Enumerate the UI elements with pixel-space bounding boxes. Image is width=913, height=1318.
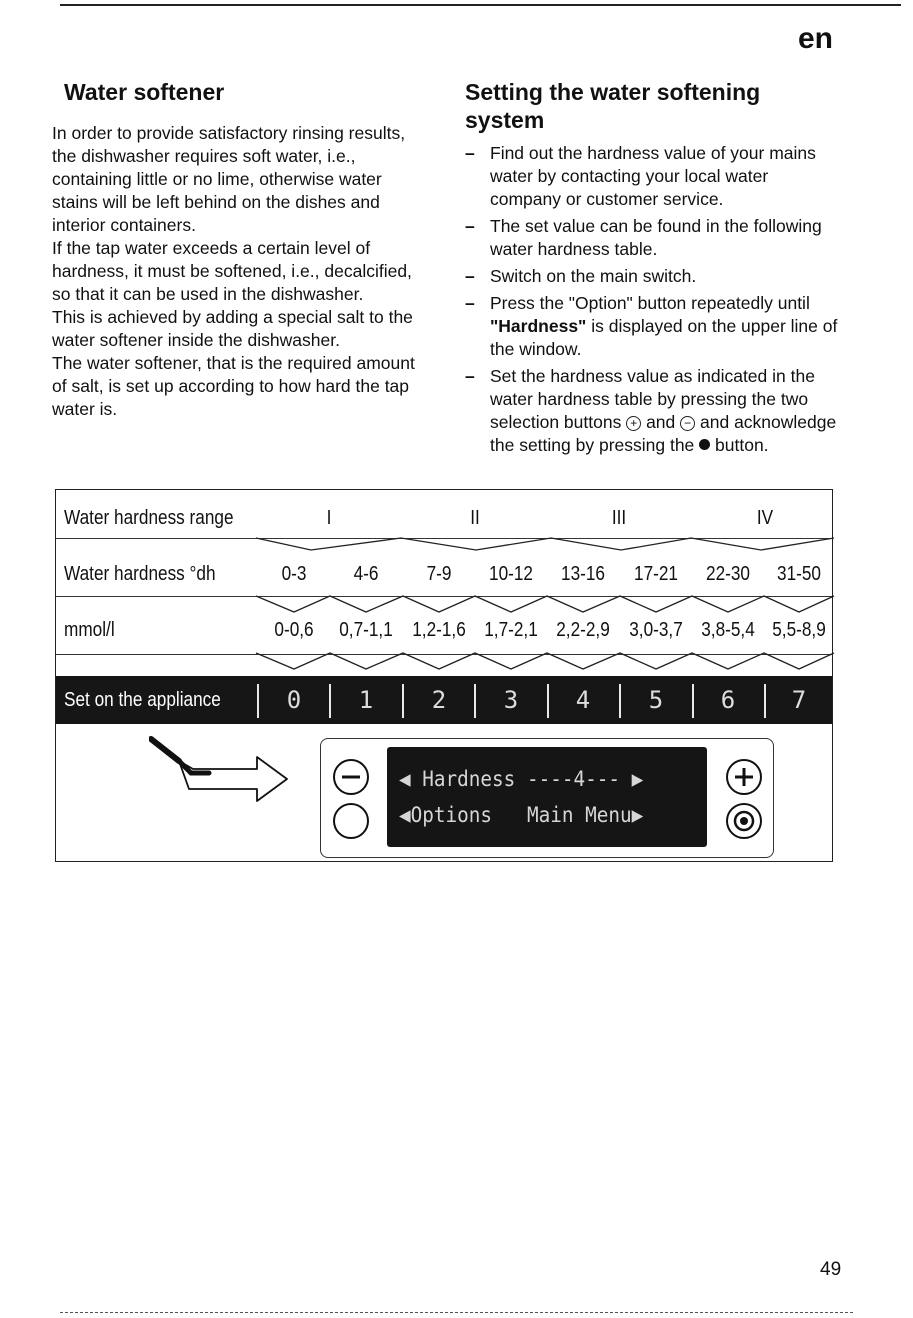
table-cell: 4-6 — [353, 563, 379, 585]
table-cell: 31-50 — [777, 563, 821, 585]
row-label: Water hardness range — [64, 507, 234, 529]
lcd-display — [387, 747, 707, 847]
bottom-rule — [60, 1312, 853, 1313]
paragraph: If the tap water exceeds a certain level of hardness, it must be softened, i.e., decalcified, so that it can be used in the dishwasher. — [52, 238, 412, 304]
plus-icon — [728, 761, 760, 793]
divider — [402, 684, 404, 718]
paragraph: The water softener, that is the required amount of salt, is set up according to how hard the tap water is. — [52, 353, 415, 419]
divider — [257, 684, 259, 718]
setting-value: 2 — [431, 686, 447, 714]
row-label: mmol/l — [64, 619, 115, 641]
table-cell: 5,5-8,9 — [772, 619, 826, 641]
table-cell: 0-0,6 — [274, 619, 314, 641]
paragraph: In order to provide satisfactory rinsing results, the dishwasher requires soft water, i.e., containing little or no lime, otherwise water stains will be left behind on the dishes and interior containers. — [52, 123, 406, 235]
divider — [692, 684, 694, 718]
steps-list — [465, 142, 840, 457]
row-label: Water hardness °dh — [64, 563, 216, 585]
list-item — [465, 292, 840, 361]
table-cell: 1,2-1,6 — [412, 619, 466, 641]
minus-button[interactable] — [333, 759, 369, 795]
pointer-arrow-icon — [149, 735, 289, 805]
table-cell: 3,8-5,4 — [701, 619, 755, 641]
setting-value: 5 — [648, 686, 664, 714]
table-cell: 3,0-3,7 — [629, 619, 683, 641]
display-line-hardness: ◀ Hardness ----4--- ▶ — [399, 767, 644, 791]
table-cell: 0,7-1,1 — [339, 619, 393, 641]
minus-circle-icon: − — [680, 416, 695, 431]
divider — [547, 684, 549, 718]
plus-circle-icon: + — [626, 416, 641, 431]
table-cell: 0-3 — [281, 563, 307, 585]
divider — [329, 684, 331, 718]
step-text: is displayed on the upper line of the window. — [490, 316, 838, 359]
filled-dot-icon — [699, 439, 710, 450]
setting-value: 0 — [286, 686, 302, 714]
step-text: and — [641, 412, 681, 432]
list-item — [465, 365, 840, 457]
setting-value: 7 — [791, 686, 807, 714]
row-label: Set on the appliance — [64, 689, 221, 711]
step-text: and acknowledge the setting by pressing the — [490, 412, 837, 455]
table-cell: 13-16 — [561, 563, 605, 585]
setting-softener-section — [465, 78, 840, 461]
table-cell: 2,2-2,9 — [556, 619, 610, 641]
table-cell: 22-30 — [706, 563, 750, 585]
table-cell: 10-12 — [489, 563, 533, 585]
table-cell: II — [470, 507, 480, 529]
list-item: – Switch on the main switch. — [465, 265, 840, 288]
zigzag-brackets — [56, 645, 834, 675]
list-item: – The set value can be found in the following water hardness table. — [465, 215, 840, 261]
setting-value: 4 — [575, 686, 591, 714]
mmol-row — [56, 616, 832, 644]
confirm-button[interactable] — [726, 803, 762, 839]
confirm-dot-icon — [728, 805, 760, 837]
set-on-appliance-row — [56, 676, 832, 724]
select-button[interactable] — [333, 803, 369, 839]
control-panel — [320, 738, 774, 858]
zigzag-brackets — [56, 588, 834, 618]
table-cell: 17-21 — [634, 563, 678, 585]
step-text: Press the "Option" button repeatedly until — [490, 293, 810, 313]
section-title-water-softener: Water softener — [64, 79, 225, 105]
paragraph: This is achieved by adding a special salt to the water softener inside the dishwasher. — [52, 307, 413, 350]
setting-value: 6 — [720, 686, 736, 714]
divider — [474, 684, 476, 718]
display-line-options: ◀Options Main Menu▶ — [399, 803, 644, 827]
table-cell: 7-9 — [426, 563, 452, 585]
water-softener-section — [52, 78, 430, 421]
setting-value: 3 — [503, 686, 519, 714]
divider — [619, 684, 621, 718]
zigzag-brackets — [56, 528, 834, 558]
plus-button[interactable] — [726, 759, 762, 795]
step-text: button. — [710, 435, 769, 455]
language-tag: en — [797, 22, 833, 55]
table-cell: 1,7-2,1 — [484, 619, 538, 641]
table-cell: III — [611, 507, 627, 529]
step-text: Set the hardness value as indicated in the water hardness table by pressing the two selection buttons — [490, 366, 815, 432]
water-hardness-table — [55, 489, 833, 862]
list-item: – Find out the hardness value of your mains water by contacting your local water company or customer service. — [465, 142, 840, 211]
hardness-dh-row — [56, 560, 832, 588]
top-rule — [60, 4, 901, 6]
page-number: 49 — [820, 1259, 842, 1280]
minus-icon — [335, 761, 367, 793]
table-cell: I — [326, 507, 332, 529]
hardness-keyword: "Hardness" — [490, 316, 587, 336]
divider — [764, 684, 766, 718]
section-title-setting: Setting the water softening system — [465, 79, 761, 133]
table-cell: IV — [756, 507, 774, 529]
setting-value: 1 — [358, 686, 374, 714]
